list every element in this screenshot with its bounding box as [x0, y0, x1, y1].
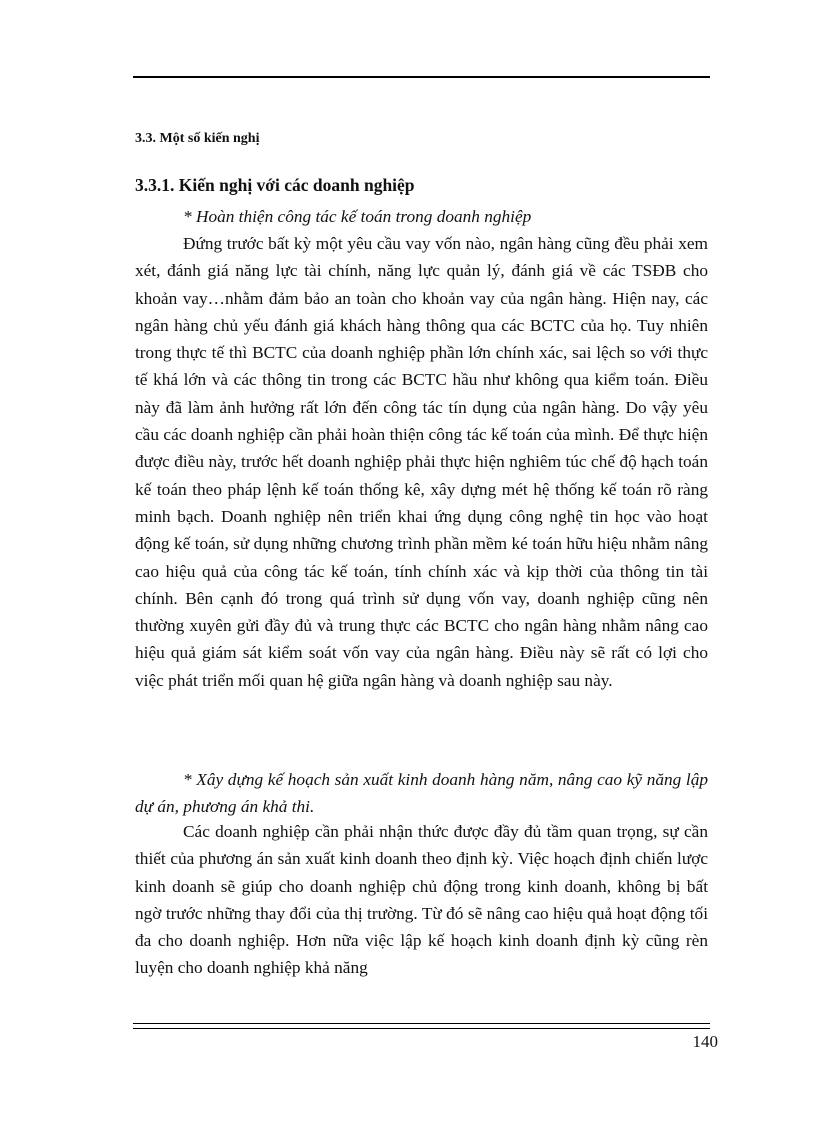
footer-rule — [133, 1023, 710, 1029]
italic-heading-business-plan: * Xây dựng kế hoạch sản xuất kinh doanh hàng năm, nâng cao kỹ năng lập dự án, phương án khả thi. — [135, 770, 708, 817]
italic-heading-accounting: * Hoàn thiện công tác kế toán trong doanh nghiệp — [183, 207, 532, 226]
subsection-heading: 3.3.1. Kiến nghị với các doanh nghiệp — [135, 175, 415, 195]
paragraph-accounting: Đứng trước bất kỳ một yêu cầu vay vốn nào, ngân hàng cũng đều phải xem xét, đánh giá năng lực tài chính, năng lực quản lý, đánh giá về các TSĐB cho khoản vay…nhằm đảm bảo an toàn cho khoản vay của ngân hàng. Hiện nay, các ngân hàng chủ yếu đánh giá khách hàng thông qua các BCTC của họ. Tuy nhiên trong thực tế thì BCTC của doanh nghiệp phần lớn chính xác, sai lệch so với thực tế khá lớn và các thông tin trong các BCTC hầu như không qua kiểm toán. Điều này đã làm ảnh hưởng rất lớn đến công tác tín dụng của ngân hàng. Do vậy yêu cầu các doanh nghiệp cần phải hoàn thiện công tác kế toán của mình. Để thực hiện được điều này, trước hết doanh nghiệp phải thực hiện nghiêm túc chế độ hạch toán kế toán theo pháp lệnh kế toán thống kê, xây dựng mét hệ thống kế toán rõ ràng minh bạch. Doanh nghiệp nên triển khai ứng dụng công nghệ tin học vào hoạt động kế toán, sử dụng những chương trình phần mềm ké toán hữu hiệu nhằm nâng cao hiệu quả của công tác kế toán, tính chính xác và kịp thời của thông tin tài chính. Bên cạnh đó trong quá trình sử dụng vốn vay, doanh nghiệp cũng nên thường xuyên gửi đầy đủ và trung thực các BCTC cho ngân hàng nhằm nâng cao hiệu quả giám sát kiểm soát vốn vay của ngân hàng. Điều này sẽ rất có lợi cho việc phát triển mối quan hệ giữa ngân hàng và doanh nghiệp sau này. — [135, 234, 708, 690]
paragraph-business-plan: Các doanh nghiệp cần phải nhận thức được đầy đủ tầm quan trọng, sự cần thiết của phương án sản xuất kinh doanh theo định kỳ. Việc hoạch định chiến lược kinh doanh sẽ giúp cho doanh nghiệp chủ động trong kinh doanh, không bị bất ngờ trước những thay đổi của thị trường. Từ đó sẽ nâng cao hiệu quả hoạt động tối đa cho doanh nghiệp. Hơn nữa việc lập kế hoạch kinh doanh định kỳ cũng rèn luyện cho doanh nghiệp khả năng — [135, 822, 708, 978]
section-heading: 3.3. Một số kiến nghị — [135, 131, 260, 146]
page-number: 140 — [692, 1032, 718, 1051]
header-rule — [133, 76, 710, 78]
